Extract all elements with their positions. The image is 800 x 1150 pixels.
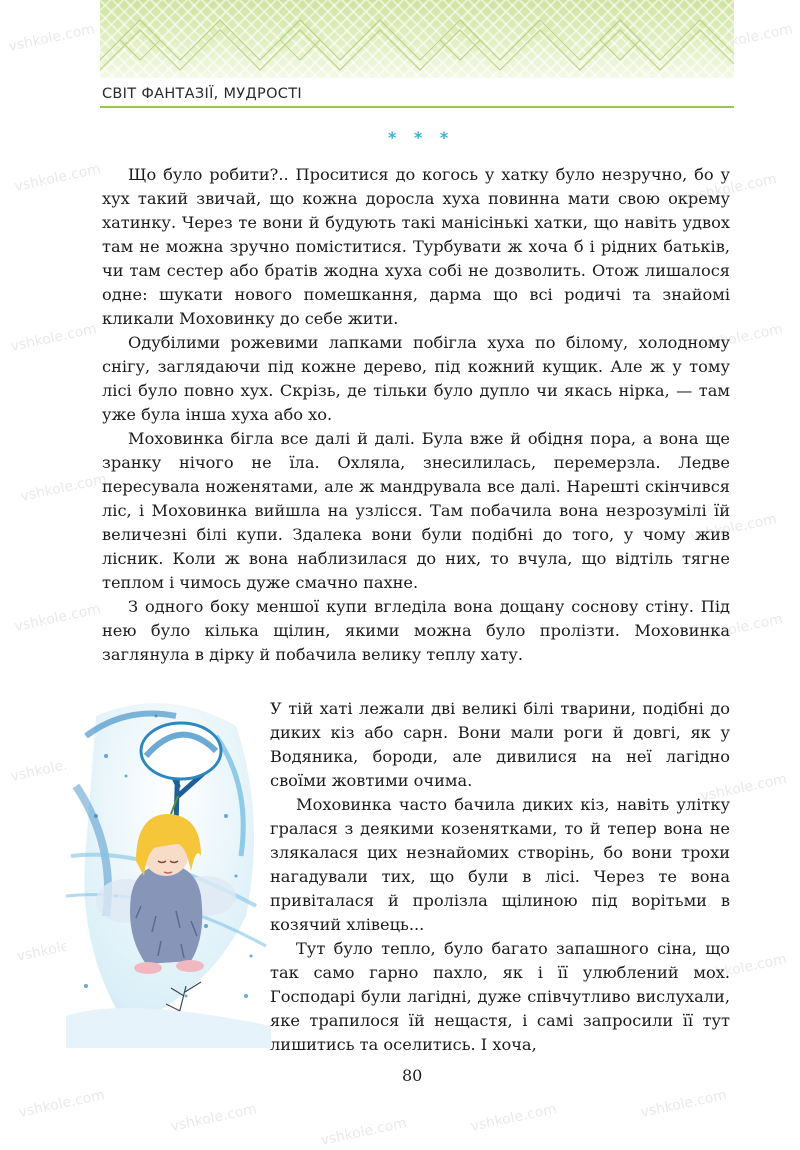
header-ornament-banner (100, 0, 734, 78)
embroidery-ornament-icon (100, 0, 734, 78)
watermark: vshkole.com (705, 21, 795, 55)
story-text-full (102, 163, 730, 667)
watermark: vshkole.com (9, 321, 99, 355)
watermark: vshkole.com (7, 21, 97, 55)
watermark: vshkole.com (319, 1115, 409, 1149)
watermark: vshkole.com (699, 951, 789, 985)
watermark: vshkole.com (699, 771, 789, 805)
section-title: СВІТ ФАНТАЗІЇ, МУДРОСТІ (102, 86, 302, 102)
watermark: vshkole.com (13, 601, 103, 635)
watermark: vshkole.com (695, 321, 785, 355)
page-number: 80 (402, 1066, 423, 1085)
watermark: vshkole.com (695, 611, 785, 645)
paragraph: З одного боку меншої купи вгледіла вона дощану соснову стіну. Під нею було кілька щілин, якими можна було пролізти. Моховинка заглянула в дірку й побачила велику теплу хату. (102, 597, 730, 664)
watermark: vshkole.com (689, 511, 779, 545)
paragraph: Моховинка бігла все далі й далі. Була вже й обідня пора, а вона ще зранку нічого не їла. Охляла, знесилилась, перемерзла. Ледве пересувала ноженятами, але ж мандрувала все далі. Нарешті скінчився ліс, і Моховинка вийшла на узлісся. Там побачила вона незрозумілі їй величезні білі купи. Здалека вони були подібні до того, у чому жив лісник. Коли ж вона наблизилася до них, то вчула, що відтіль тягне теплом і чимось дуже смачно пахне. (102, 429, 730, 592)
watermark: vshkole.com (19, 471, 109, 505)
watermark: vshkole.com (469, 1101, 559, 1135)
section-separator: * * * (388, 128, 455, 147)
watermark: vshkole.com (9, 751, 99, 785)
story-text-narrow (270, 697, 730, 1057)
paragraph: Одубілими рожевими лапками побігла хуха по білому, холодному снігу, заглядаючи під кожне дерево, під кожний кущик. Але ж у тому лісі було повно хух. Скрізь, де тільки було дупло чи якась нірка, — там уже була інша хуха або хо. (102, 333, 730, 424)
watermark: vshkole.com (639, 1087, 729, 1121)
paragraph: У тій хаті лежали дві великі білі тварини, подібні до диких кіз або сарн. Вони мали роги й довгі, як у Водяника, бороди, але дивилися на неї лагідно своїми жовтими очима. (270, 699, 730, 790)
watermark: vshkole.com (13, 161, 103, 195)
watermark: vshkole.com (17, 1087, 107, 1121)
watermark: vshkole.com (169, 1101, 259, 1135)
watermark: vshkole.com (689, 171, 779, 205)
paragraph: Моховинка часто бачила диких кіз, навіть улітку гралася з деякими козенятками, то й тепер вона не злякалася цих незнайомих створінь, бо вони трохи нагадували тих, що були в лісі. Через те вона привіталася й пролізла щілиною під ворітьми в козячий хлівець... (270, 795, 730, 934)
header-divider (100, 106, 734, 108)
winter-fairy-illustration (66, 696, 271, 1048)
watermark: vshkole.com (15, 931, 105, 965)
paragraph: Тут було тепло, було багато запашного сіна, що так само гарно пахло, як і її улюблений мох. Господарі були лагідні, дуже співчутливо вислухали, яке трапилося їй нещастя, і самі запросили її тут лишитись та оселитись. І хоча, (270, 939, 730, 1054)
paragraph: Що було робити?.. Проситися до когось у хатку було незручно, бо у хух такий звичай, що кожна доросла хуха повинна мати свою окрему хатинку. Через те вони й будують такі манісінькі хатки, що навіть удвох там не можна зручно поміститися. Турбувати ж хоча б і рідних батьків, чи там сестер або братів жодна хуха собі не дозволить. Отож лишалося одне: шукати нового помешкання, дарма що всі родичі та знайомі кликали Моховинку до себе жити. (102, 165, 730, 328)
